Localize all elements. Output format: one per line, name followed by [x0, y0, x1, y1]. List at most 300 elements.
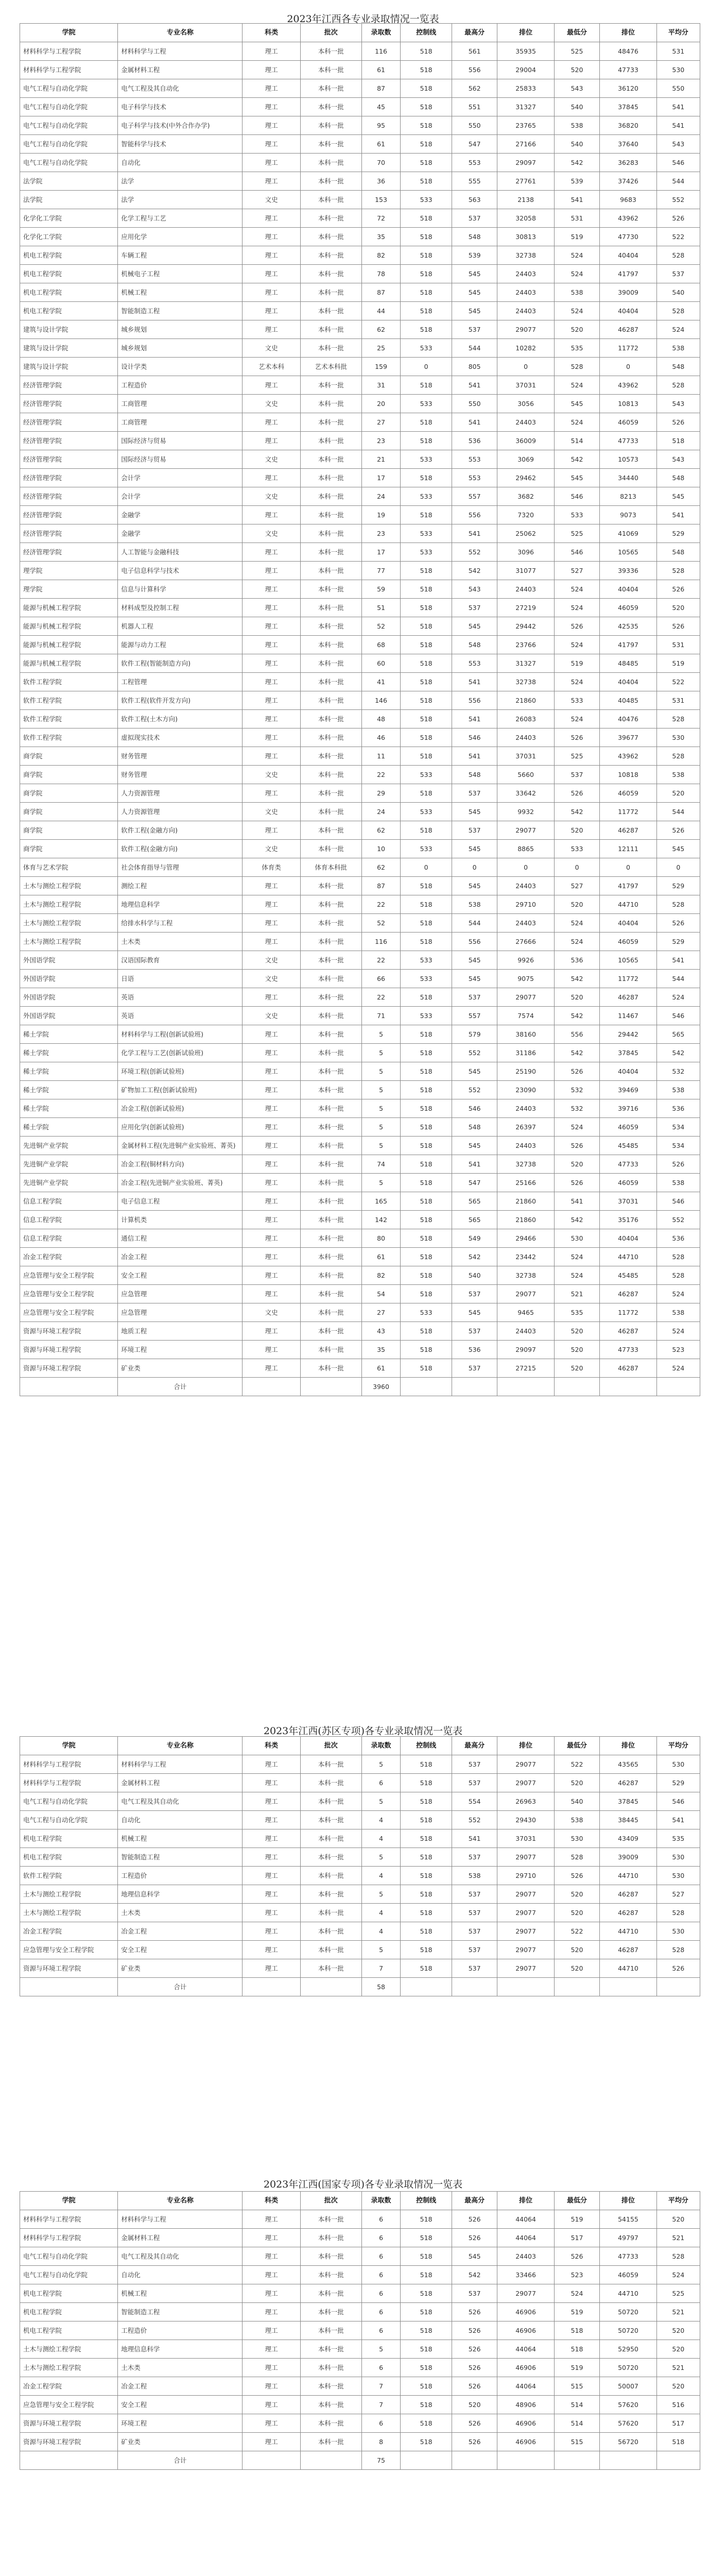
- table-cell: 518: [401, 1867, 452, 1885]
- table-cell: 537: [452, 1359, 497, 1378]
- total-row: [20, 2451, 700, 2470]
- table-cell: 电气工程与自动化学院: [20, 98, 118, 116]
- table-cell: 39469: [600, 1081, 656, 1099]
- table-cell: 46906: [497, 2433, 554, 2451]
- empty-cell: [600, 1378, 656, 1396]
- table-cell: 533: [401, 487, 452, 506]
- table-cell: 机电工程学院: [20, 1848, 118, 1867]
- table-cell: 531: [656, 636, 700, 654]
- table-cell: 理工: [243, 1062, 300, 1081]
- table-cell: 538: [656, 1303, 700, 1322]
- table-cell: 541: [452, 747, 497, 766]
- column-header: 排位: [600, 24, 656, 42]
- empty-cell: [243, 1378, 300, 1396]
- table-cell: 62: [361, 320, 401, 339]
- section-title: 2023年江西(国家专项)各专业录取情况一览表: [263, 2179, 463, 2190]
- table-cell: 519: [656, 654, 700, 673]
- table-cell: 805: [452, 358, 497, 376]
- table-cell: 艺术本科: [243, 358, 300, 376]
- table-cell: 7574: [497, 1007, 554, 1025]
- table-cell: 0: [401, 358, 452, 376]
- table-cell: 70: [361, 154, 401, 172]
- table-cell: 528: [656, 2247, 700, 2266]
- table-cell: 32738: [497, 673, 554, 691]
- table-cell: 25166: [497, 1174, 554, 1192]
- table-cell: 46287: [600, 1904, 656, 1922]
- table-cell: 552: [452, 543, 497, 562]
- table-cell: 528: [656, 710, 700, 728]
- table-cell: 32738: [497, 1155, 554, 1174]
- table-cell: 46287: [600, 320, 656, 339]
- table-cell: 机械工程: [118, 283, 243, 302]
- table-cell: 542: [554, 450, 600, 469]
- table-cell: 533: [401, 1303, 452, 1322]
- table-cell: 文史: [243, 450, 300, 469]
- table-cell: 520: [554, 1322, 600, 1341]
- table-cell: 3682: [497, 487, 554, 506]
- table-cell: 文史: [243, 951, 300, 970]
- table-cell: 英语: [118, 1007, 243, 1025]
- table-cell: 理工: [243, 1155, 300, 1174]
- table-cell: 本科一批: [300, 1959, 361, 1978]
- table-cell: 525: [554, 524, 600, 543]
- table-cell: 520: [554, 1904, 600, 1922]
- table-cell: 56720: [600, 2433, 656, 2451]
- empty-cell: [401, 1978, 452, 1996]
- table-cell: 本科一批: [300, 246, 361, 265]
- table-cell: 土木与测绘工程学院: [20, 914, 118, 933]
- table-cell: 557: [452, 487, 497, 506]
- table-cell: 理工: [243, 246, 300, 265]
- table-cell: 43565: [600, 1755, 656, 1774]
- table-cell: 理工: [243, 376, 300, 395]
- table-cell: 理工: [243, 2229, 300, 2247]
- table-cell: 54155: [600, 2210, 656, 2229]
- table-cell: 文史: [243, 487, 300, 506]
- column-header: 学院: [20, 2192, 118, 2210]
- table-cell: 530: [656, 61, 700, 79]
- table-row: [20, 951, 700, 970]
- table-cell: 555: [452, 172, 497, 191]
- table-cell: 39009: [600, 283, 656, 302]
- table-cell: 应急管理与安全工程学院: [20, 1266, 118, 1285]
- table-row: [20, 1792, 700, 1811]
- table-cell: 理工: [243, 895, 300, 914]
- table-cell: 46059: [600, 933, 656, 951]
- table-cell: 543: [452, 580, 497, 599]
- table-cell: 520: [554, 1359, 600, 1378]
- table-cell: 本科一批: [300, 1811, 361, 1829]
- table-cell: 533: [401, 191, 452, 209]
- table-cell: 38160: [497, 1025, 554, 1044]
- table-cell: 本科一批: [300, 1867, 361, 1885]
- table-cell: 35935: [497, 42, 554, 61]
- table-cell: 553: [452, 654, 497, 673]
- column-header: 控制线: [401, 2192, 452, 2210]
- table-cell: 矿业类: [118, 1359, 243, 1378]
- table-cell: 财务管理: [118, 766, 243, 784]
- total-label: 合计: [118, 1978, 243, 1996]
- table-row: [20, 395, 700, 413]
- table-cell: 43962: [600, 209, 656, 228]
- table-cell: 533: [554, 506, 600, 524]
- table-cell: 体育本科批: [300, 858, 361, 877]
- table-cell: 548: [452, 228, 497, 246]
- table-cell: 本科一批: [300, 432, 361, 450]
- table-cell: 518: [401, 2396, 452, 2414]
- table-cell: 518: [401, 1959, 452, 1978]
- table-row: [20, 617, 700, 636]
- table-cell: 国际经济与贸易: [118, 450, 243, 469]
- table-cell: 法学: [118, 191, 243, 209]
- table-cell: 545: [452, 803, 497, 821]
- table-cell: 资源与环境工程学院: [20, 2433, 118, 2451]
- table-row: [20, 914, 700, 933]
- table-cell: 会计学: [118, 469, 243, 487]
- table-cell: 552: [452, 1081, 497, 1099]
- table-cell: 536: [554, 951, 600, 970]
- table-cell: 冶金工程(铜材料方向): [118, 1155, 243, 1174]
- empty-cell: [300, 1378, 361, 1396]
- table-cell: 520: [554, 1941, 600, 1959]
- table-cell: 518: [401, 469, 452, 487]
- table-cell: 44710: [600, 895, 656, 914]
- table-cell: 材料科学与工程学院: [20, 2229, 118, 2247]
- table-row: [20, 654, 700, 673]
- table-cell: 528: [656, 376, 700, 395]
- table-cell: 562: [452, 79, 497, 98]
- table-cell: 理工: [243, 710, 300, 728]
- table-row: [20, 710, 700, 728]
- table-cell: 50720: [600, 2303, 656, 2321]
- table-cell: 软件工程学院: [20, 1867, 118, 1885]
- table-cell: 工商管理: [118, 413, 243, 432]
- table-cell: 537: [452, 2284, 497, 2303]
- table-cell: 533: [401, 840, 452, 858]
- table-cell: 530: [656, 1755, 700, 1774]
- table-cell: 电气工程与自动化学院: [20, 1792, 118, 1811]
- table-cell: 理工: [243, 543, 300, 562]
- table-cell: 文史: [243, 1007, 300, 1025]
- table-cell: 525: [656, 2284, 700, 2303]
- table-cell: 545: [452, 265, 497, 283]
- table-cell: 5: [361, 1174, 401, 1192]
- table-cell: 538: [554, 116, 600, 135]
- table-cell: 546: [452, 728, 497, 747]
- table-row: [20, 79, 700, 98]
- table-cell: 519: [554, 2303, 600, 2321]
- table-cell: 518: [401, 1137, 452, 1155]
- table-cell: 531: [554, 209, 600, 228]
- table-cell: 37845: [600, 98, 656, 116]
- table-cell: 538: [656, 1081, 700, 1099]
- table-cell: 518: [401, 933, 452, 951]
- table-cell: 528: [656, 246, 700, 265]
- table-cell: 528: [554, 1848, 600, 1867]
- table-cell: 本科一批: [300, 1192, 361, 1211]
- table-cell: 软件工程学院: [20, 673, 118, 691]
- table-cell: 556: [452, 691, 497, 710]
- table-cell: 材料科学与工程学院: [20, 2210, 118, 2229]
- table-cell: 518: [401, 877, 452, 895]
- table-cell: 524: [554, 914, 600, 933]
- table-cell: 6: [361, 2359, 401, 2377]
- table-cell: 43962: [600, 747, 656, 766]
- table-cell: 528: [656, 1248, 700, 1266]
- table-cell: 36009: [497, 432, 554, 450]
- table-cell: 526: [554, 784, 600, 803]
- table-cell: 23766: [497, 636, 554, 654]
- table-cell: 520: [656, 599, 700, 617]
- table-cell: 526: [554, 1174, 600, 1192]
- table-cell: 524: [554, 246, 600, 265]
- table-cell: 46287: [600, 1885, 656, 1904]
- table-cell: 理工: [243, 691, 300, 710]
- table-cell: 538: [452, 1867, 497, 1885]
- table-cell: 本科一批: [300, 562, 361, 580]
- table-cell: 5: [361, 1118, 401, 1137]
- table-cell: 50720: [600, 2321, 656, 2340]
- table-cell: 520: [656, 784, 700, 803]
- table-cell: 本科一批: [300, 673, 361, 691]
- table-cell: 520: [452, 2396, 497, 2414]
- table-cell: 财务管理: [118, 747, 243, 766]
- table-cell: 11: [361, 747, 401, 766]
- table-cell: 本科一批: [300, 617, 361, 636]
- table-cell: 本科一批: [300, 450, 361, 469]
- table-cell: 本科一批: [300, 2433, 361, 2451]
- table-cell: 矿物加工工程(创新试验班): [118, 1081, 243, 1099]
- table-cell: 本科一批: [300, 2321, 361, 2340]
- table-cell: 软件工程学院: [20, 710, 118, 728]
- table-cell: 526: [452, 2340, 497, 2359]
- table-cell: 533: [401, 766, 452, 784]
- table-cell: 先进铜产业学院: [20, 1155, 118, 1174]
- table-cell: 533: [401, 1007, 452, 1025]
- table-cell: 29004: [497, 61, 554, 79]
- table-cell: 24403: [497, 2247, 554, 2266]
- table-cell: 本科一批: [300, 970, 361, 988]
- table-cell: 理工: [243, 1341, 300, 1359]
- table-cell: 本科一批: [300, 376, 361, 395]
- table-cell: 29077: [497, 2284, 554, 2303]
- table-cell: 520: [554, 821, 600, 840]
- table-cell: 本科一批: [300, 599, 361, 617]
- table-row: [20, 543, 700, 562]
- empty-cell: [452, 1978, 497, 1996]
- table-cell: 材料科学与工程学院: [20, 61, 118, 79]
- table-cell: 电子信息工程: [118, 1192, 243, 1211]
- table-cell: 565: [452, 1211, 497, 1229]
- table-cell: 39716: [600, 1099, 656, 1118]
- table-cell: 536: [452, 432, 497, 450]
- table-cell: 理工: [243, 2266, 300, 2284]
- table-cell: 理工: [243, 320, 300, 339]
- table-cell: 41797: [600, 877, 656, 895]
- table-row: [20, 858, 700, 877]
- table-cell: 552: [452, 1811, 497, 1829]
- table-cell: 518: [401, 2266, 452, 2284]
- table-cell: 541: [452, 1829, 497, 1848]
- total-row: [20, 1978, 700, 1996]
- table-cell: 智能制造工程: [118, 2303, 243, 2321]
- table-cell: 材料科学与工程学院: [20, 42, 118, 61]
- table-cell: 测绘工程: [118, 877, 243, 895]
- table-cell: 10565: [600, 543, 656, 562]
- table-row: [20, 524, 700, 543]
- table-cell: 稀土学院: [20, 1118, 118, 1137]
- total-label: 合计: [118, 1378, 243, 1396]
- table-row: [20, 636, 700, 654]
- table-row: [20, 1811, 700, 1829]
- table-row: [20, 1099, 700, 1118]
- table-cell: 理工: [243, 79, 300, 98]
- table-cell: 530: [554, 1229, 600, 1248]
- table-cell: 电子信息科学与技术: [118, 562, 243, 580]
- table-cell: 10813: [600, 395, 656, 413]
- table-cell: 537: [656, 265, 700, 283]
- table-cell: 44710: [600, 1867, 656, 1885]
- table-cell: 冶金工程: [118, 1922, 243, 1941]
- table-cell: 535: [554, 339, 600, 358]
- table-cell: 520: [554, 61, 600, 79]
- table-cell: 518: [401, 61, 452, 79]
- table-cell: 资源与环境工程学院: [20, 1959, 118, 1978]
- table-cell: 518: [401, 506, 452, 524]
- table-row: [20, 1062, 700, 1081]
- table-cell: 29077: [497, 1755, 554, 1774]
- table-cell: 本科一批: [300, 302, 361, 320]
- table-cell: 522: [554, 1755, 600, 1774]
- table-row: [20, 970, 700, 988]
- table-cell: 57620: [600, 2414, 656, 2433]
- table-cell: 法学: [118, 172, 243, 191]
- table-cell: 本科一批: [300, 710, 361, 728]
- table-cell: 518: [401, 135, 452, 154]
- table-cell: 40404: [600, 302, 656, 320]
- table-cell: 541: [656, 98, 700, 116]
- table-cell: 5: [361, 1044, 401, 1062]
- table-cell: 518: [401, 432, 452, 450]
- table-cell: 82: [361, 246, 401, 265]
- empty-cell: [600, 2451, 656, 2470]
- table-cell: 537: [452, 599, 497, 617]
- table-cell: 文史: [243, 1303, 300, 1322]
- table-cell: 520: [656, 2210, 700, 2229]
- table-cell: 545: [656, 487, 700, 506]
- table-cell: 46: [361, 728, 401, 747]
- table-cell: 本科一批: [300, 543, 361, 562]
- table-cell: 518: [401, 246, 452, 265]
- table-cell: 本科一批: [300, 1359, 361, 1378]
- table-row: [20, 2284, 700, 2303]
- table-cell: 519: [554, 2210, 600, 2229]
- table-cell: 520: [554, 895, 600, 914]
- table-cell: 165: [361, 1192, 401, 1211]
- table-cell: 信息工程学院: [20, 1229, 118, 1248]
- table-cell: 535: [656, 1829, 700, 1848]
- table-cell: 本科一批: [300, 784, 361, 803]
- table-cell: 542: [554, 1007, 600, 1025]
- table-cell: 7: [361, 1959, 401, 1978]
- table-row: [20, 1248, 700, 1266]
- table-cell: 理学院: [20, 562, 118, 580]
- table-cell: 29077: [497, 1904, 554, 1922]
- table-cell: 37031: [497, 1829, 554, 1848]
- table-row: [20, 98, 700, 116]
- table-row: [20, 2377, 700, 2396]
- table-cell: 47733: [600, 61, 656, 79]
- table-cell: 商学院: [20, 784, 118, 803]
- table-cell: 能源与机械工程学院: [20, 636, 118, 654]
- table-cell: 应急管理与安全工程学院: [20, 1285, 118, 1303]
- table-cell: 11772: [600, 803, 656, 821]
- table-cell: 521: [656, 2303, 700, 2321]
- table-cell: 40485: [600, 691, 656, 710]
- table-cell: 4: [361, 1829, 401, 1848]
- table-cell: 538: [656, 766, 700, 784]
- table-cell: 26397: [497, 1118, 554, 1137]
- table-cell: 528: [656, 895, 700, 914]
- table-cell: 518: [656, 432, 700, 450]
- table-cell: 经济管理学院: [20, 487, 118, 506]
- table-cell: 本科一批: [300, 895, 361, 914]
- table-cell: 地理信息科学: [118, 1885, 243, 1904]
- table-cell: 本科一批: [300, 283, 361, 302]
- table-cell: 27666: [497, 933, 554, 951]
- table-cell: 本科一批: [300, 2229, 361, 2247]
- column-header: 平均分: [656, 24, 700, 42]
- table-cell: 本科一批: [300, 98, 361, 116]
- empty-cell: [497, 1378, 554, 1396]
- table-cell: 533: [401, 395, 452, 413]
- table-cell: 地质工程: [118, 1322, 243, 1341]
- table-cell: 24403: [497, 283, 554, 302]
- table-cell: 61: [361, 1359, 401, 1378]
- table-cell: 518: [401, 1099, 452, 1118]
- empty-cell: [243, 2451, 300, 2470]
- section-title: 2023年江西各专业录取情况一览表: [287, 13, 439, 25]
- table-cell: 理学院: [20, 580, 118, 599]
- table-cell: 518: [401, 1081, 452, 1099]
- table-cell: 526: [656, 821, 700, 840]
- empty-cell: [656, 2451, 700, 2470]
- table-cell: 43409: [600, 1829, 656, 1848]
- table-cell: 547: [452, 135, 497, 154]
- table-cell: 541: [452, 1155, 497, 1174]
- table-cell: 41797: [600, 636, 656, 654]
- table-cell: 理工: [243, 432, 300, 450]
- table-row: [20, 580, 700, 599]
- table-cell: 550: [452, 395, 497, 413]
- table-cell: 体育类: [243, 858, 300, 877]
- table-cell: 5: [361, 1941, 401, 1959]
- table-cell: 526: [452, 2414, 497, 2433]
- table-cell: 理工: [243, 154, 300, 172]
- table-cell: 23765: [497, 116, 554, 135]
- table-cell: 材料科学与工程: [118, 42, 243, 61]
- table-row: [20, 61, 700, 79]
- table-cell: 软件工程(金融方向): [118, 840, 243, 858]
- table-cell: 理工: [243, 728, 300, 747]
- table-cell: 应急管理: [118, 1285, 243, 1303]
- table-cell: 29077: [497, 1285, 554, 1303]
- column-header: 录取数: [361, 24, 401, 42]
- table-row: [20, 1829, 700, 1848]
- table-cell: 62: [361, 821, 401, 840]
- table-cell: 537: [452, 1904, 497, 1922]
- table-cell: 524: [554, 413, 600, 432]
